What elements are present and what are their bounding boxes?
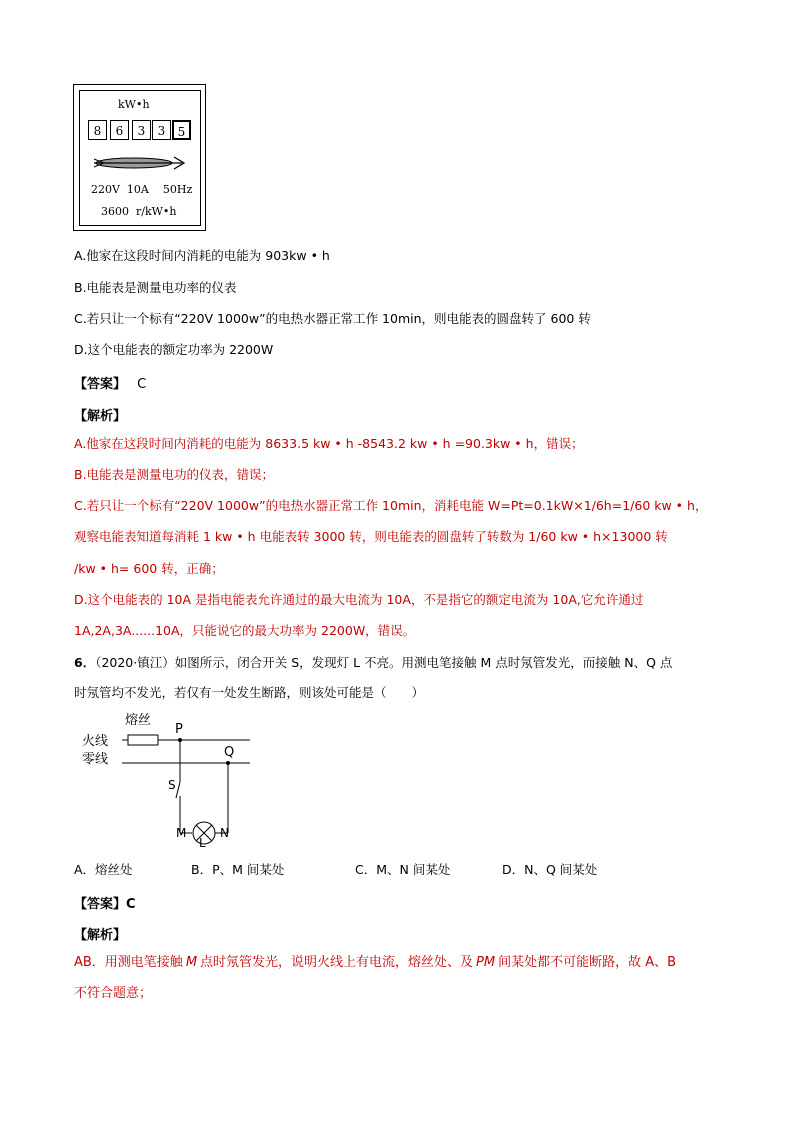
meter-constant: 3600 r/kW•h: [101, 205, 177, 218]
meter-digit: 3: [132, 120, 151, 140]
question-text: （2020·镇江）如图所示，闭合开关 S，发现灯 L 不亮。用测电笔接触 M 点时氖管发光，而接触 N、Q 点: [95, 655, 673, 670]
option-a: A.他家在这段时间内消耗的电能为 903kw • h: [74, 248, 330, 263]
answer-value: C: [137, 377, 147, 392]
analysis-line: /kw • h= 600 转，正确；: [74, 561, 224, 576]
q6-option-c: C．M、N 间某处: [355, 862, 451, 877]
analysis-italic-pm: PM: [476, 955, 496, 970]
q6-answer: 【答案】C: [74, 897, 136, 912]
analysis-label: 【解析】: [74, 409, 127, 424]
meter-digit: 3: [152, 120, 171, 140]
question-6-line1: [74, 655, 672, 671]
meter-digit: 8: [88, 120, 107, 140]
analysis-text: 间某处都不可能断路，故 A、B: [498, 955, 677, 970]
analysis-italic-m: M: [185, 955, 198, 970]
analysis-line: D.这个电能表的 10A 是指电能表允许通过的最大电流为 10A，不是指它的额定电流为 10A,它允许通过: [74, 592, 644, 607]
node-p-label: P: [175, 722, 183, 737]
node-m-label: M: [176, 826, 187, 840]
analysis-line: A.他家在这段时间内消耗的电能为 8633.5 kw • h -8543.2 kw • h =90.3kw • h，错误；: [74, 436, 584, 451]
q6-option-d: D．N、Q 间某处: [502, 862, 598, 877]
question-6-line2: 时氖管均不发光，若仅有一处发生断路，则该处可能是（ ）: [74, 685, 425, 700]
q6-analysis-line2: 不符合题意；: [74, 986, 153, 1001]
q6-analysis-label: 【解析】: [74, 928, 127, 943]
analysis-line: 1A,2A,3A......10A，只能说它的最大功率为 2200W，错误。: [74, 623, 416, 638]
q6-option-b: B．P、M 间某处: [191, 862, 285, 877]
neutral-wire-label: 零线: [82, 752, 109, 767]
meter-digit-last: 5: [172, 120, 191, 140]
option-b: B.电能表是测量电功率的仪表: [74, 280, 237, 295]
option-d: D.这个电能表的额定功率为 2200W: [74, 342, 274, 357]
q6-analysis-line: [74, 955, 676, 971]
analysis-text: AB．用测电笔接触: [74, 955, 183, 970]
analysis-line: B.电能表是测量电功的仪表，错误；: [74, 467, 275, 482]
meter-disc-arrow-icon: [90, 154, 190, 174]
analysis-text: 点时氖管发光，说明火线上有电流，熔丝处、及: [200, 955, 474, 970]
option-c: C.若只让一个标有“220V 1000w”的电热水器正常工作 10min，则电能表的圆盘转了 600 转: [74, 311, 591, 326]
meter-rating: 220V 10A 50Hz: [91, 183, 193, 196]
fuse-symbol: [128, 735, 158, 745]
answer-label: 【答案】: [74, 377, 127, 392]
analysis-line: 观察电能表知道每消耗 1 kw • h 电能表转 3000 转，则电能表的圆盘转了转数为 1/60 kw • h×13000 转: [74, 529, 668, 544]
live-wire-label: 火线: [82, 734, 109, 749]
fuse-label: 熔丝: [125, 713, 152, 728]
meter-unit-label: kW•h: [118, 98, 150, 111]
analysis-line: C.若只让一个标有“220V 1000w”的电热水器正常工作 10min，消耗电能 W=Pt=0.1kW×1/6h=1/60 kw • h，: [74, 498, 708, 513]
switch-s-label: S: [168, 778, 176, 792]
q6-option-a: A．熔丝处: [74, 862, 133, 877]
meter-digit: 6: [110, 120, 129, 140]
node-n-label: N: [220, 826, 229, 840]
node-q-label: Q: [224, 745, 235, 760]
answer-row: [74, 373, 146, 392]
lamp-l-label: L: [199, 836, 206, 850]
question-number: 6．: [74, 655, 96, 670]
